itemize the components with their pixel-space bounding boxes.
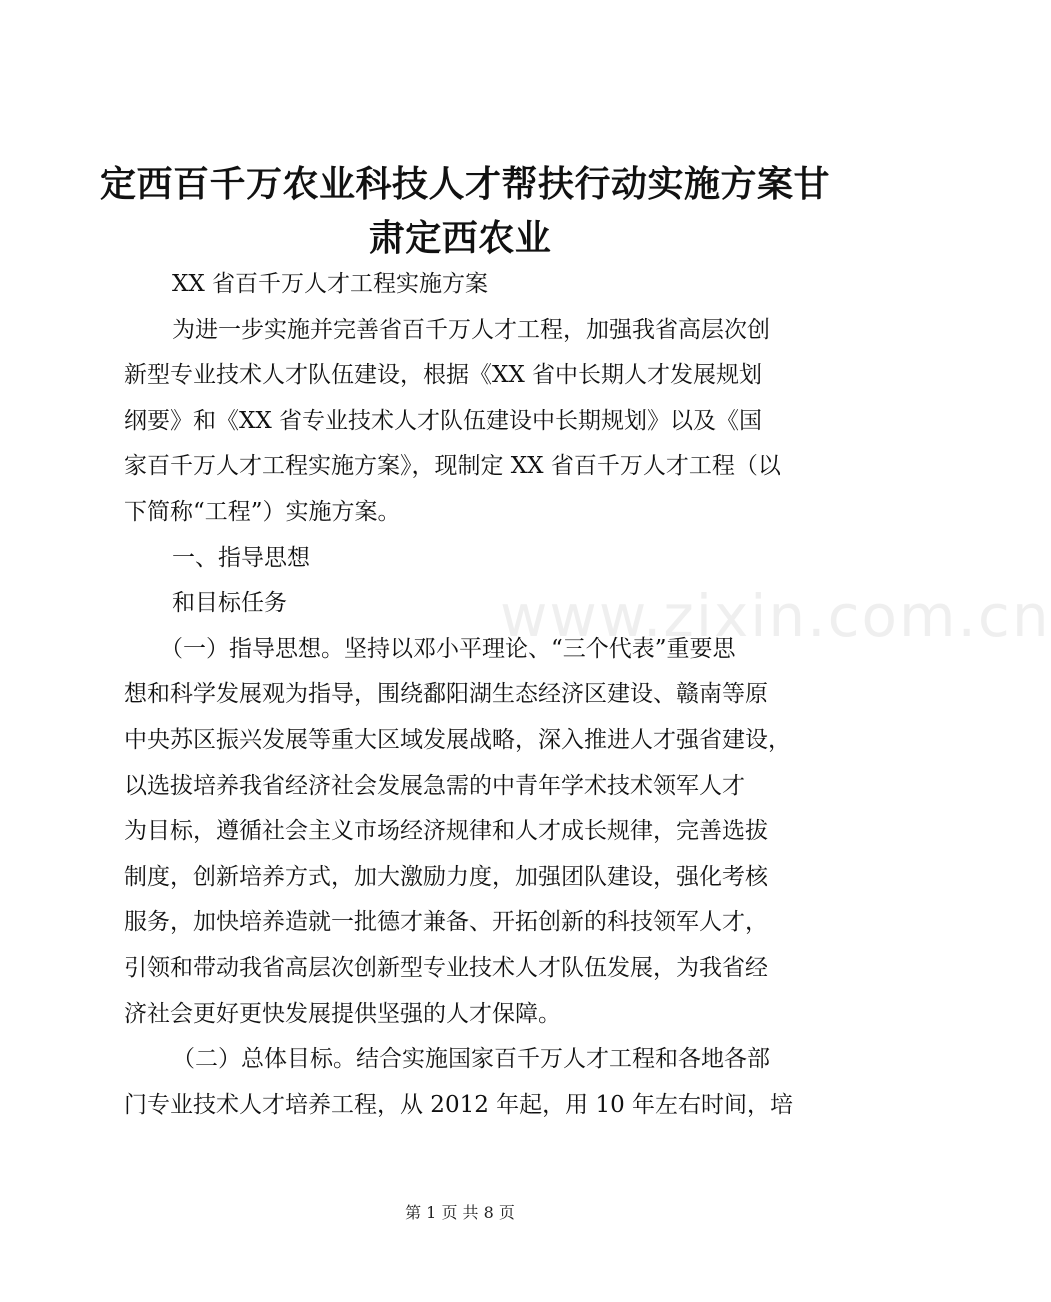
document-body [124, 262, 800, 1128]
title-line-1: 定西百千万农业科技人才帮扶行动实施方案甘 [100, 164, 831, 205]
body-line: 中央苏区振兴发展等重大区域发展战略，深入推进人才强省建设， [124, 726, 791, 753]
body-line: 门专业技术人才培养工程，从 2012 年起，用 10 年左右时间，培 [124, 1091, 794, 1118]
body-line: 为目标，遵循社会主义市场经济规律和人才成长规律，完善选拔 [124, 818, 768, 845]
section-heading: 一、指导思想 [172, 544, 310, 571]
body-line: 以选拔培养我省经济社会发展急需的中青年学术技术领军人才 [124, 772, 745, 799]
body-line: 新型专业技术人才队伍建设，根据《XX 省中长期人才发展规划 [124, 362, 763, 389]
body-line: 服务，加快培养造就一批德才兼备、开拓创新的科技领军人才， [124, 909, 768, 936]
section-heading: 和目标任务 [172, 590, 287, 617]
body-line: 纲要》和《XX 省专业技术人才队伍建设中长期规划》以及《国 [124, 407, 763, 434]
body-line: 下简称“工程”）实施方案。 [124, 498, 401, 525]
title-line-2: 肃定西农业 [368, 218, 552, 259]
watermark: www.zixin.com.cn [500, 582, 1051, 650]
body-line: （一）指导思想。坚持以邓小平理论、“三个代表”重要思 [160, 635, 736, 662]
body-line: 引领和带动我省高层次创新型专业技术人才队伍发展，为我省经 [124, 954, 768, 981]
body-line: XX 省百千万人才工程实施方案 [172, 271, 489, 297]
document-title [100, 158, 831, 266]
page-footer: 第 1 页 共 8 页 [405, 1203, 515, 1222]
body-line: 家百千万人才工程实施方案》，现制定 XX 省百千万人才工程（以 [124, 453, 781, 480]
body-line: 制度，创新培养方式，加大激励力度，加强团队建设，强化考核 [124, 863, 768, 890]
body-line: 想和科学发展观为指导，围绕鄱阳湖生态经济区建设、赣南等原 [124, 681, 768, 708]
body-line: 为进一步实施并完善省百千万人才工程，加强我省高层次创 [172, 316, 770, 343]
body-line: 济社会更好更快发展提供坚强的人才保障。 [124, 1000, 561, 1027]
body-line: （二）总体目标。结合实施国家百千万人才工程和各地各部 [172, 1046, 770, 1073]
